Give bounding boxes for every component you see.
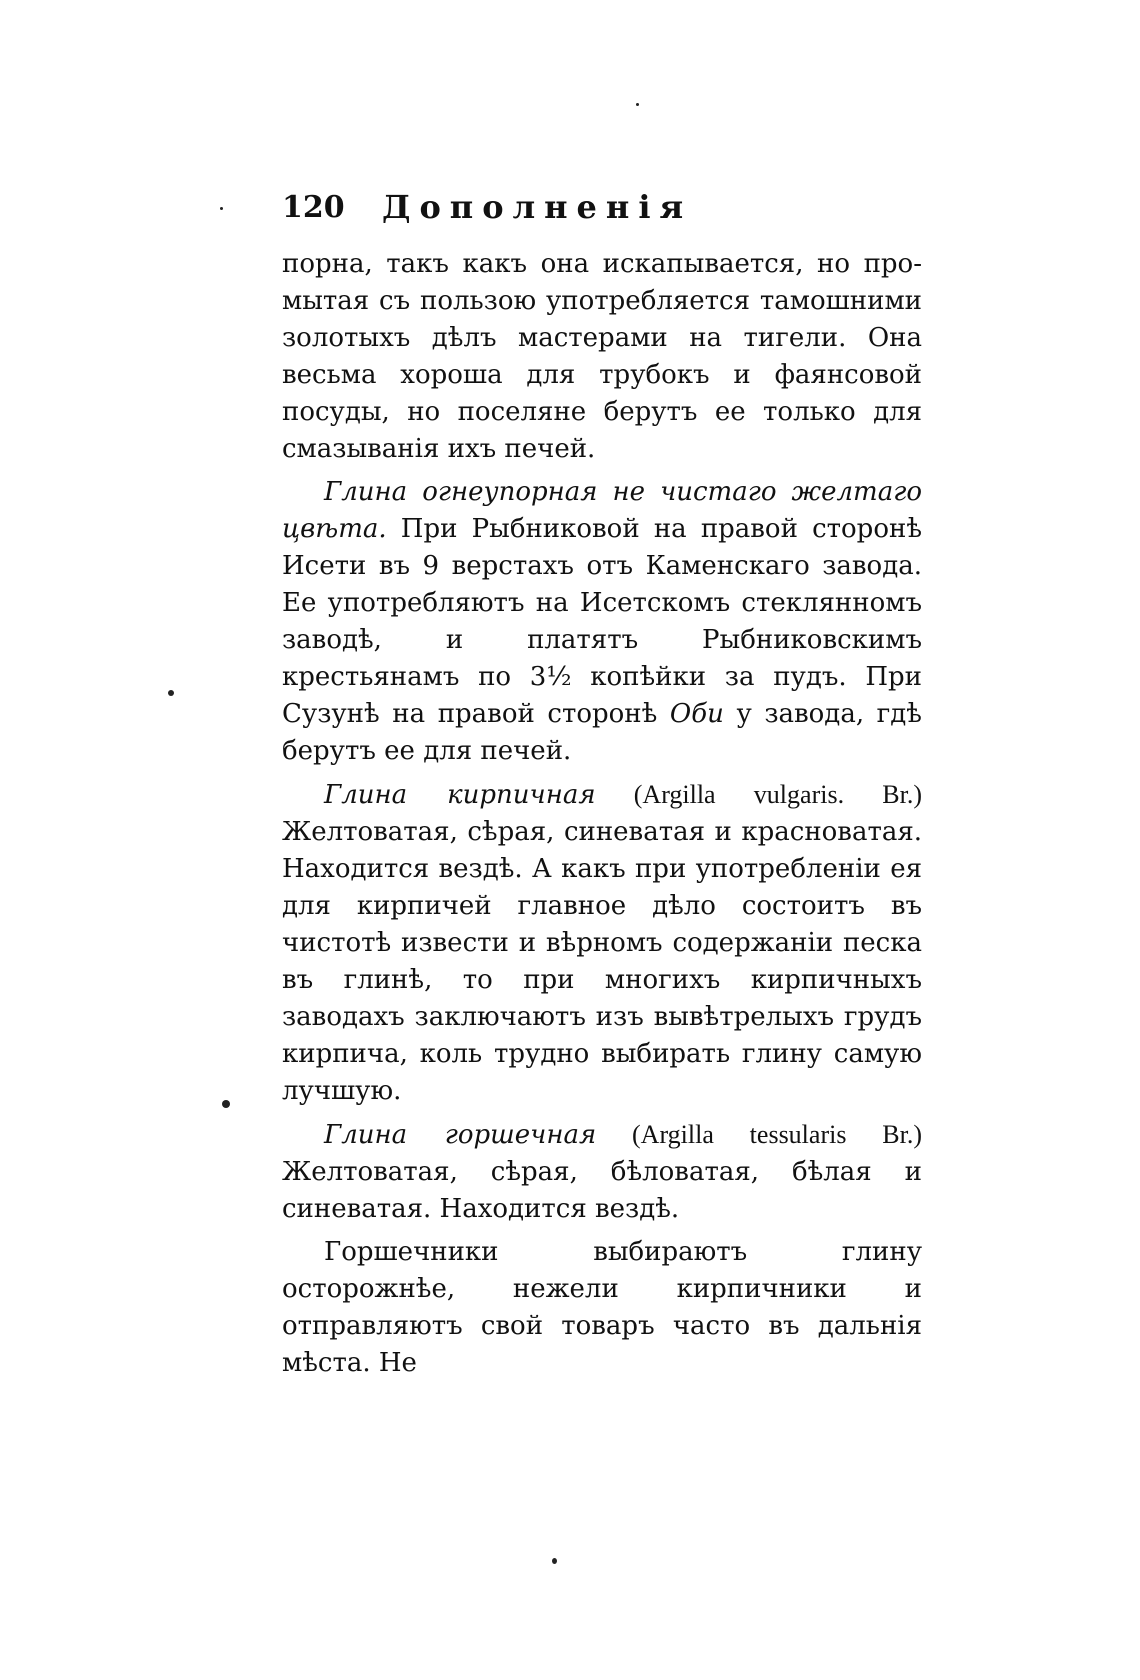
term-refractory-clay: Глина огнеупорная не чистаго желтаго цвѣта. <box>282 477 922 544</box>
paragraph-text: При Рыбниковой на правой сторонѣ Исети въ 9 верстахъ отъ Каменскаго завода. Ее употребляютъ на Исетскомъ стеклянномъ заводѣ, и платятъ Рыбниковскимъ крестьянамъ по 3½ копѣйки за пудъ. При Сузунѣ на правой сторонѣ <box>282 514 922 729</box>
paragraph-text: у завода, гдѣ берутъ ее для печей. <box>282 699 922 766</box>
latin-name: (Argilla tessularis Br.) <box>596 1120 922 1149</box>
scan-speck <box>220 207 223 210</box>
body-text <box>282 246 922 1388</box>
paragraph-continuation <box>282 246 922 468</box>
paragraph-brick-clay <box>282 776 922 1110</box>
scan-speck <box>222 1100 230 1108</box>
paragraph-text: Желтоватая, сѣрая, синеватая и красноватая. Находится вездѣ. А какъ при употребленіи ея для кирпичей главное дѣло состоитъ въ чистотѣ извести и вѣрномъ содержаніи песка въ глинѣ, то при многихъ кирпичныхъ заводахъ заключаютъ изъ вывѣтрелыхъ грудъ кирпича, коль трудно выбирать глину самую лучшую. <box>282 817 922 1106</box>
latin-name: (Argilla vulgaris. Br.) <box>595 780 923 809</box>
paragraph-pottery-clay <box>282 1116 922 1228</box>
paragraph-text: Желтоватая, сѣрая, бѣловатая, бѣлая и синеватая. Находится вездѣ. <box>282 1157 922 1224</box>
running-title: Дополненія <box>382 188 693 226</box>
term-brick-clay: Глина кирпичная <box>324 780 596 810</box>
scan-speck <box>168 690 174 696</box>
page-number: 120 <box>282 190 345 225</box>
term-pottery-clay: Глина горшечная <box>324 1120 597 1150</box>
page-header <box>282 182 922 232</box>
paragraph-text: Горшечники выбираютъ глину осторожнѣе, нежели кирпичники и отправляютъ свой товаръ часто въ дальнія мѣста. Не <box>282 1237 922 1378</box>
scan-speck <box>636 103 639 106</box>
scan-speck <box>552 1558 557 1564</box>
term-ob-river: Оби <box>669 699 724 729</box>
paragraph-refractory-clay <box>282 474 922 770</box>
paragraph-text: порна, такъ какъ она искапываетcя, но про-мытая съ пользою употребляется тамошними золотыхъ дѣлъ мастерами на тигели. Она весьма хороша для трубокъ и фаянсовой посуды, но поселяне берутъ ее только для смазыванія ихъ печей. <box>282 249 922 464</box>
paragraph-potters <box>282 1234 922 1382</box>
